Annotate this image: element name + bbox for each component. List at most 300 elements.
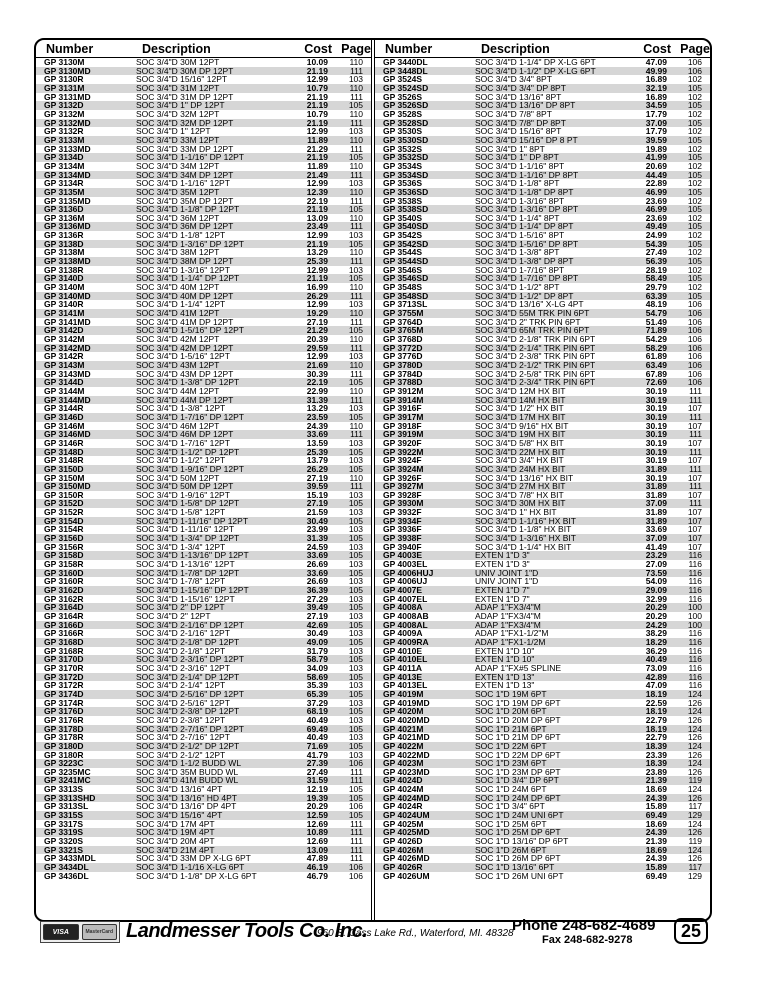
- catalog-page: 103: [348, 593, 363, 604]
- part-number: GP 3170D: [44, 655, 84, 664]
- catalog-page: 106: [348, 862, 363, 873]
- part-cost: 22.99: [306, 385, 328, 396]
- catalog-page: 110: [349, 186, 363, 197]
- catalog-page: 111: [350, 818, 363, 829]
- catalog-page: 124: [687, 688, 702, 699]
- part-description: SOC 3/4"D 2-1/4" TRK PIN 6PT: [475, 343, 596, 353]
- part-cost: 44.49: [645, 169, 667, 180]
- catalog-page: 103: [348, 611, 363, 621]
- part-number: GP 3530SD: [383, 135, 429, 145]
- part-description: SOC 1"D 13/16" DP 6PT: [475, 837, 569, 846]
- part-description: SOC 3/4"D 35M BUDD WL: [136, 767, 239, 777]
- part-description: SOC 3/4"D 41M 12PT: [136, 309, 220, 318]
- part-description: SOC 3/4"D 1-3/16" 12PT: [136, 265, 230, 275]
- part-number: GP 3134R: [44, 179, 84, 188]
- part-number: GP 3532S: [383, 144, 423, 154]
- part-cost: 48.19: [645, 299, 667, 310]
- part-number: GP 3924M: [383, 464, 424, 474]
- part-cost: 25.39: [306, 446, 328, 457]
- part-description: SOC 3/4"D 20M 4PT: [136, 837, 215, 846]
- catalog-page: 119: [688, 775, 702, 786]
- header-description: Description: [481, 42, 550, 56]
- catalog-page: 103: [348, 645, 363, 656]
- catalog-page: 103: [348, 576, 363, 587]
- part-description: ADAP 1"FX3/4"M: [475, 612, 541, 621]
- part-number: GP 3132M: [44, 109, 85, 119]
- part-description: SOC 3/4"D 13/16" DP 8PT: [475, 101, 576, 110]
- part-number: GP 3916F: [383, 404, 422, 413]
- part-cost: 39.49: [306, 602, 328, 613]
- part-description: SOC 3/4"D 3/4" 8PT: [475, 75, 552, 84]
- part-number: GP 3448DL: [383, 66, 428, 76]
- part-cost: 58.79: [306, 654, 328, 665]
- part-cost: 13.59: [306, 437, 328, 448]
- catalog-page: 106: [687, 342, 702, 353]
- part-description: SOC 3/4"D 1-1/16" DP 8PT: [475, 170, 579, 180]
- part-number: GP 3144R: [44, 404, 84, 413]
- part-description: SOC 3/4"D 33M DP 12PT: [136, 144, 234, 154]
- catalog-page: 124: [687, 784, 702, 795]
- part-description: SOC 3/4"D 38M DP 12PT: [136, 257, 234, 266]
- phone-number: Phone 248-682-4689: [512, 917, 656, 934]
- part-number: GP 3713SL: [383, 300, 428, 310]
- part-description: SOC 3/4"D 1-1/16" HX BIT: [475, 516, 576, 526]
- part-cost: 20.29: [645, 602, 667, 613]
- catalog-page: 124: [687, 818, 702, 829]
- part-number: GP 4010EL: [383, 655, 428, 664]
- part-number: GP 3140M: [44, 283, 85, 292]
- catalog-page: 107: [687, 437, 702, 448]
- part-cost: 12.69: [306, 836, 328, 847]
- part-number: GP 4011A: [383, 663, 423, 673]
- part-cost: 24.99: [645, 230, 667, 241]
- part-description: SOC 3/4"D 2-7/16" DP 12PT: [136, 724, 244, 734]
- catalog-page: 107: [687, 541, 702, 552]
- part-description: SOC 3/4"D 15/16" 4PT: [136, 811, 223, 820]
- part-description: SOC 3/4"D 1-1/16" DP 12PT: [136, 153, 244, 162]
- part-cost: 17.79: [645, 126, 667, 137]
- part-description: SOC 3/4"D 1-5/16" 12PT: [136, 352, 230, 361]
- part-number: GP 3235MC: [44, 767, 91, 777]
- part-cost: 12.59: [306, 810, 328, 821]
- part-description: SOC 3/4"D 1-3/16" HX BIT: [475, 534, 576, 543]
- left-column: [36, 40, 371, 920]
- catalog-page: 124: [687, 844, 702, 855]
- part-number: GP 3776D: [383, 352, 423, 361]
- catalog-page: 102: [687, 126, 702, 137]
- part-cost: 37.09: [645, 533, 667, 544]
- part-cost: 30.19: [645, 472, 667, 483]
- part-cost: 58.29: [645, 342, 667, 353]
- catalog-page: 103: [348, 507, 363, 518]
- catalog-page: 126: [687, 732, 702, 743]
- catalog-page: 110: [349, 334, 363, 344]
- part-cost: 41.49: [645, 541, 667, 552]
- part-description: SOC 3/4"D 30M HX BIT: [475, 499, 566, 509]
- part-description: SOC 1"D 24M UNI 6PT: [475, 811, 564, 820]
- part-description: SOC 3/4"D 5/8" HX BIT: [475, 438, 564, 448]
- part-description: SOC 3/4"D 1-1/8" DP X-LG 6PT: [136, 871, 257, 881]
- catalog-page: 106: [687, 377, 702, 388]
- part-description: SOC 3/4"D 1-9/16" 12PT: [136, 490, 230, 500]
- part-number: GP 3528SD: [383, 118, 429, 128]
- part-description: SOC 3/4"D 17M HX BIT: [475, 412, 566, 422]
- part-number: GP 3768D: [383, 335, 423, 344]
- part-description: SOC 3/4"D 2-1/8" TRK PIN 6PT: [475, 335, 596, 344]
- part-description: SOC 3/4"D 1-1/8" HX BIT: [475, 525, 572, 535]
- part-cost: 31.89: [645, 515, 667, 526]
- visa-card-icon: VISA: [43, 924, 79, 940]
- part-description: SOC 3/4"D 30M 12PT: [136, 58, 220, 67]
- part-number: GP 3152R: [44, 508, 84, 517]
- part-number: GP 3150D: [44, 464, 84, 474]
- part-cost: 27.49: [645, 247, 667, 258]
- part-number: GP 3930M: [383, 499, 424, 509]
- catalog-page: 111: [689, 394, 702, 405]
- part-number: GP 3918F: [383, 421, 422, 431]
- catalog-page: 111: [350, 65, 363, 76]
- catalog-page: 111: [689, 446, 702, 457]
- part-description: SOC 3/4"D 1-13/16" 12PT: [136, 560, 235, 569]
- catalog-page: 111: [350, 368, 363, 379]
- part-cost: 21.19: [306, 204, 328, 215]
- part-cost: 27.49: [306, 766, 328, 777]
- part-number: GP 4007E: [383, 586, 423, 595]
- part-number: GP 3926F: [383, 473, 422, 483]
- part-number: GP 4019M: [383, 689, 424, 699]
- part-number: GP 3141M: [44, 309, 85, 318]
- part-description: SOC 3/4"D 2-5/16" DP 12PT: [136, 689, 244, 699]
- part-cost: 32.99: [645, 593, 667, 604]
- part-number: GP 3542S: [383, 231, 423, 240]
- part-number: GP 3142R: [44, 352, 84, 361]
- catalog-page: 105: [687, 100, 702, 111]
- part-number: GP 3440DL: [383, 58, 428, 67]
- part-number: GP 3136R: [44, 231, 84, 240]
- part-description: SOC 3/4"D 1-1/8" 12PT: [136, 231, 226, 240]
- part-number: GP 3548S: [383, 283, 423, 292]
- part-description: SOC 3/4"D 1-1/8" DP 12PT: [136, 205, 240, 214]
- part-number: GP 3313S: [44, 785, 84, 794]
- part-description: SOC 3/4"D 2-3/8" 12PT: [136, 715, 226, 725]
- part-description: ADAP 1"FX1-1/2"M: [475, 629, 549, 638]
- part-number: GP 3136M: [44, 213, 85, 223]
- catalog-page: 105: [687, 134, 702, 145]
- part-description: SOC 3/4"D 1-7/16" 8PT: [475, 265, 565, 275]
- catalog-page: 107: [687, 515, 702, 526]
- part-description: SOC 3/4"D 2-1/2" 12PT: [136, 750, 226, 760]
- catalog-page: 103: [348, 403, 363, 414]
- part-cost: 10.89: [306, 827, 328, 838]
- part-number: GP 3148R: [44, 456, 84, 465]
- part-number: GP 4003E: [383, 551, 423, 561]
- part-cost: 29.59: [306, 342, 328, 353]
- catalog-page: 105: [348, 619, 363, 630]
- fax-number: Fax 248-682-9278: [542, 934, 633, 946]
- part-cost: 69.49: [645, 810, 667, 821]
- part-number: GP 3138R: [44, 265, 84, 275]
- catalog-page: 102: [687, 264, 702, 275]
- catalog-page: 116: [688, 645, 702, 656]
- part-cost: 33.69: [306, 567, 328, 578]
- part-number: GP 3912M: [383, 386, 424, 396]
- part-description: SOC 3/4"D 1-1/4" DP 8PT: [475, 222, 574, 232]
- part-description: SOC 3/4"D 27M HX BIT: [475, 482, 566, 491]
- part-cost: 61.89: [645, 351, 667, 362]
- part-number: GP 3932F: [383, 508, 422, 517]
- part-cost: 47.89: [306, 853, 328, 864]
- part-description: SOC 3/4"D 7/8" DP 8PT: [475, 118, 566, 128]
- part-description: SOC 1"D 24M DP 6PT: [475, 793, 561, 803]
- catalog-page: 103: [348, 680, 363, 691]
- part-description: ADAP 1"FX1-1/2M: [475, 637, 546, 647]
- right-column: [375, 40, 710, 920]
- part-cost: 31.39: [306, 394, 328, 405]
- part-number: GP 4026UM: [383, 871, 430, 881]
- part-number: GP 4003EL: [383, 560, 428, 569]
- part-number: GP 3136D: [44, 205, 84, 214]
- part-description: SOC 3/4"D 38M 12PT: [136, 248, 220, 258]
- catalog-page: 105: [687, 152, 702, 163]
- part-description: SOC 3/4"D 13/16" DP 4PT: [136, 802, 237, 812]
- catalog-page: 105: [348, 238, 363, 249]
- catalog-page: 102: [687, 282, 702, 293]
- part-description: SOC 3/4"D 1-7/8" DP 12PT: [136, 568, 240, 578]
- part-description: SOC 3/4"D 44M 12PT: [136, 386, 220, 396]
- part-cost: 47.09: [645, 680, 667, 691]
- part-description: SOC 3/4"D 32M DP 12PT: [136, 118, 234, 128]
- catalog-page: 106: [687, 299, 702, 310]
- part-number: GP 3534SD: [383, 170, 429, 180]
- part-number: GP 4024MD: [383, 793, 430, 803]
- part-number: GP 3143MD: [44, 369, 91, 379]
- part-cost: 47.09: [645, 57, 667, 67]
- part-description: SOC 3/4"D 34M DP 12PT: [136, 170, 234, 180]
- part-number: GP 3164R: [44, 612, 84, 621]
- part-number: GP 4020M: [383, 707, 424, 716]
- part-description: SOC 3/4"D 1-1/2" 12PT: [136, 456, 226, 465]
- part-description: SOC 3/4"D 12M HX BIT: [475, 386, 566, 396]
- catalog-page: 107: [687, 489, 702, 500]
- part-cost: 30.19: [645, 411, 667, 422]
- part-description: SOC 3/4"D 1-1/4" DP 12PT: [136, 274, 240, 284]
- catalog-page: 103: [348, 524, 363, 535]
- part-number: GP 3922M: [383, 447, 424, 457]
- part-cost: 12.99: [306, 299, 328, 310]
- catalog-page: 111: [350, 143, 363, 154]
- part-number: GP 3130R: [44, 75, 84, 84]
- catalog-page: 116: [688, 593, 702, 604]
- part-description: SOC 3/4"D 2-1/8" DP 12PT: [136, 637, 240, 647]
- part-number: GP 3164D: [44, 603, 84, 613]
- part-number: GP 3162R: [44, 594, 84, 604]
- part-number: GP 3168R: [44, 646, 84, 656]
- catalog-page: 105: [348, 325, 363, 336]
- part-cost: 54.29: [645, 334, 667, 344]
- catalog-page: 105: [348, 515, 363, 526]
- part-number: GP 3927M: [383, 482, 424, 491]
- header-description: Description: [142, 42, 211, 56]
- left-rows: [36, 58, 371, 880]
- part-cost: 30.39: [306, 368, 328, 379]
- part-description: SOC 3/4"D 1-3/16" DP 8PT: [475, 205, 579, 214]
- part-number: GP 3140D: [44, 274, 84, 284]
- catalog-page: 124: [687, 740, 702, 751]
- part-cost: 15.89: [645, 862, 667, 873]
- part-number: GP 4008AL: [383, 620, 428, 630]
- part-cost: 18.69: [645, 844, 667, 855]
- catalog-page: 111: [689, 411, 702, 422]
- part-cost: 69.49: [306, 723, 328, 734]
- catalog-page: 110: [349, 108, 363, 119]
- part-description: SOC 3/4"D 44M DP 12PT: [136, 395, 234, 405]
- catalog-page: 105: [348, 567, 363, 578]
- part-number: GP 3772D: [383, 343, 423, 353]
- part-description: SOC 3/4"D 1-7/16" 12PT: [136, 438, 230, 448]
- part-number: GP 4006HUJ: [383, 568, 434, 578]
- part-description: SOC 3/4"D 1-5/16" DP 8PT: [475, 239, 579, 249]
- part-description: SOC 3/4"D 1-15/16" DP 12PT: [136, 586, 249, 595]
- catalog-page: 103: [348, 299, 363, 310]
- part-cost: 22.59: [645, 697, 667, 708]
- part-number: GP 3938F: [383, 534, 422, 543]
- part-description: ADAP 1"FX3/4"M: [475, 603, 541, 613]
- part-cost: 27.29: [306, 593, 328, 604]
- catalog-page: 106: [687, 351, 702, 362]
- part-description: SOC 3/4"D 1-3/16" 8PT: [475, 196, 565, 206]
- catalog-page: 105: [687, 290, 702, 301]
- header-cost: Cost: [643, 42, 671, 56]
- part-description: EXTEN 1"D 13": [475, 681, 535, 690]
- part-number: GP 3315S: [44, 811, 84, 820]
- part-cost: 30.19: [645, 429, 667, 440]
- part-description: SOC 3/4"D 42M DP 12PT: [136, 343, 234, 353]
- part-number: GP 3170R: [44, 663, 84, 673]
- part-number: GP 3150M: [44, 473, 85, 483]
- part-cost: 36.29: [645, 645, 667, 656]
- part-cost: 13.29: [306, 403, 328, 414]
- part-number: GP 3223C: [44, 759, 84, 768]
- part-description: SOC 3/4"D 1-3/8" 12PT: [136, 404, 226, 413]
- part-number: GP 3162D: [44, 586, 84, 595]
- part-cost: 30.19: [645, 455, 667, 466]
- part-description: SOC 1"D 26M 6PT: [475, 845, 547, 855]
- part-cost: 24.29: [645, 619, 667, 630]
- catalog-page: 103: [348, 230, 363, 241]
- table-row: [36, 872, 371, 881]
- part-cost: 24.39: [306, 420, 328, 431]
- part-number: GP 3174D: [44, 689, 84, 699]
- part-number: GP 3150R: [44, 490, 84, 500]
- catalog-page: 105: [687, 256, 702, 267]
- catalog-page: 105: [348, 100, 363, 111]
- catalog-page: 105: [348, 740, 363, 751]
- part-cost: 46.19: [306, 862, 328, 873]
- part-number: GP 3538SD: [383, 205, 429, 214]
- part-number: GP 3936F: [383, 525, 422, 535]
- catalog-page: 100: [687, 602, 702, 613]
- mastercard-icon: MasterCard: [82, 924, 118, 940]
- part-description: SOC 3/4"D 30M DP 12PT: [136, 66, 234, 76]
- part-number: GP 3144M: [44, 386, 85, 396]
- part-number: GP 4006UJ: [383, 577, 428, 587]
- part-description: SOC 3/4"D 2-3/16" 12PT: [136, 663, 230, 673]
- part-number: GP 3526S: [383, 92, 423, 102]
- catalog-page: 129: [687, 870, 702, 881]
- part-number: GP 3180D: [44, 741, 84, 751]
- part-description: SOC 3/4"D 1-13/16" DP 12PT: [136, 551, 249, 561]
- part-description: SOC 3/4"D 1-5/16" 8PT: [475, 231, 565, 240]
- part-cost: 31.79: [306, 645, 328, 656]
- part-cost: 10.09: [306, 57, 328, 67]
- part-description: SOC 3/4"D 46M DP 12PT: [136, 430, 234, 439]
- catalog-page: 102: [687, 160, 702, 171]
- catalog-page: 110: [349, 420, 363, 431]
- part-cost: 56.39: [645, 256, 667, 267]
- part-cost: 29.79: [645, 282, 667, 293]
- catalog-page: 105: [348, 723, 363, 734]
- catalog-page: 116: [688, 585, 702, 596]
- part-cost: 51.49: [645, 316, 667, 327]
- part-cost: 34.59: [645, 100, 667, 111]
- part-description: SOC 3/4"D 1" 8PT: [475, 144, 545, 154]
- part-cost: 40.49: [306, 714, 328, 725]
- part-number: GP 3920F: [383, 438, 422, 448]
- catalog-page: 103: [348, 559, 363, 570]
- part-number: GP 3168D: [44, 637, 84, 647]
- part-number: GP 3138M: [44, 248, 85, 258]
- part-description: UNIV JOINT 1"D: [475, 568, 539, 578]
- part-description: SOC 3/4"D 1/2" HX BIT: [475, 404, 564, 413]
- part-description: SOC 3/4"D 13/16" 4PT: [136, 785, 223, 794]
- catalog-page: 103: [348, 662, 363, 673]
- catalog-page: 103: [348, 126, 363, 137]
- part-number: GP 4021M: [383, 724, 424, 734]
- part-cost: 27.19: [306, 498, 328, 509]
- part-description: SOC 3/4"D 35M 12PT: [136, 187, 220, 197]
- part-description: EXTEN 1"D 7": [475, 594, 530, 604]
- part-number: GP 3150MD: [44, 482, 91, 491]
- catalog-page: 103: [348, 178, 363, 189]
- catalog-page: 105: [348, 810, 363, 821]
- part-number: GP 3131MD: [44, 92, 91, 102]
- part-cost: 18.19: [645, 688, 667, 699]
- part-number: GP 3919M: [383, 430, 424, 439]
- part-cost: 15.19: [306, 489, 328, 500]
- part-description: SOC 3/4"D 1-7/8" 12PT: [136, 577, 226, 587]
- catalog-page: 107: [687, 507, 702, 518]
- part-cost: 65.39: [306, 688, 328, 699]
- part-cost: 33.69: [306, 550, 328, 561]
- part-cost: 21.19: [306, 65, 328, 76]
- catalog-page: 110: [349, 472, 363, 483]
- part-description: SOC 3/4"D 1-9/16" DP 12PT: [136, 464, 244, 474]
- part-number: GP 3134D: [44, 153, 84, 162]
- part-description: SOC 3/4"D 34M 12PT: [136, 161, 220, 171]
- part-description: EXTEN 1"D 3": [475, 551, 530, 561]
- part-number: GP 4007EL: [383, 594, 428, 604]
- part-cost: 31.89: [645, 481, 667, 492]
- part-description: SOC 3/4"D 7/8" HX BIT: [475, 490, 564, 500]
- catalog-page: 105: [348, 446, 363, 457]
- part-number: GP 3132MD: [44, 118, 91, 128]
- part-cost: 24.39: [645, 792, 667, 803]
- part-description: SOC 3/4"D 13/16" X-LG 4PT: [475, 300, 584, 310]
- catalog-page: 124: [687, 723, 702, 734]
- part-cost: 49.49: [645, 221, 667, 232]
- part-cost: 73.09: [645, 662, 667, 673]
- catalog-page: 110: [349, 282, 363, 293]
